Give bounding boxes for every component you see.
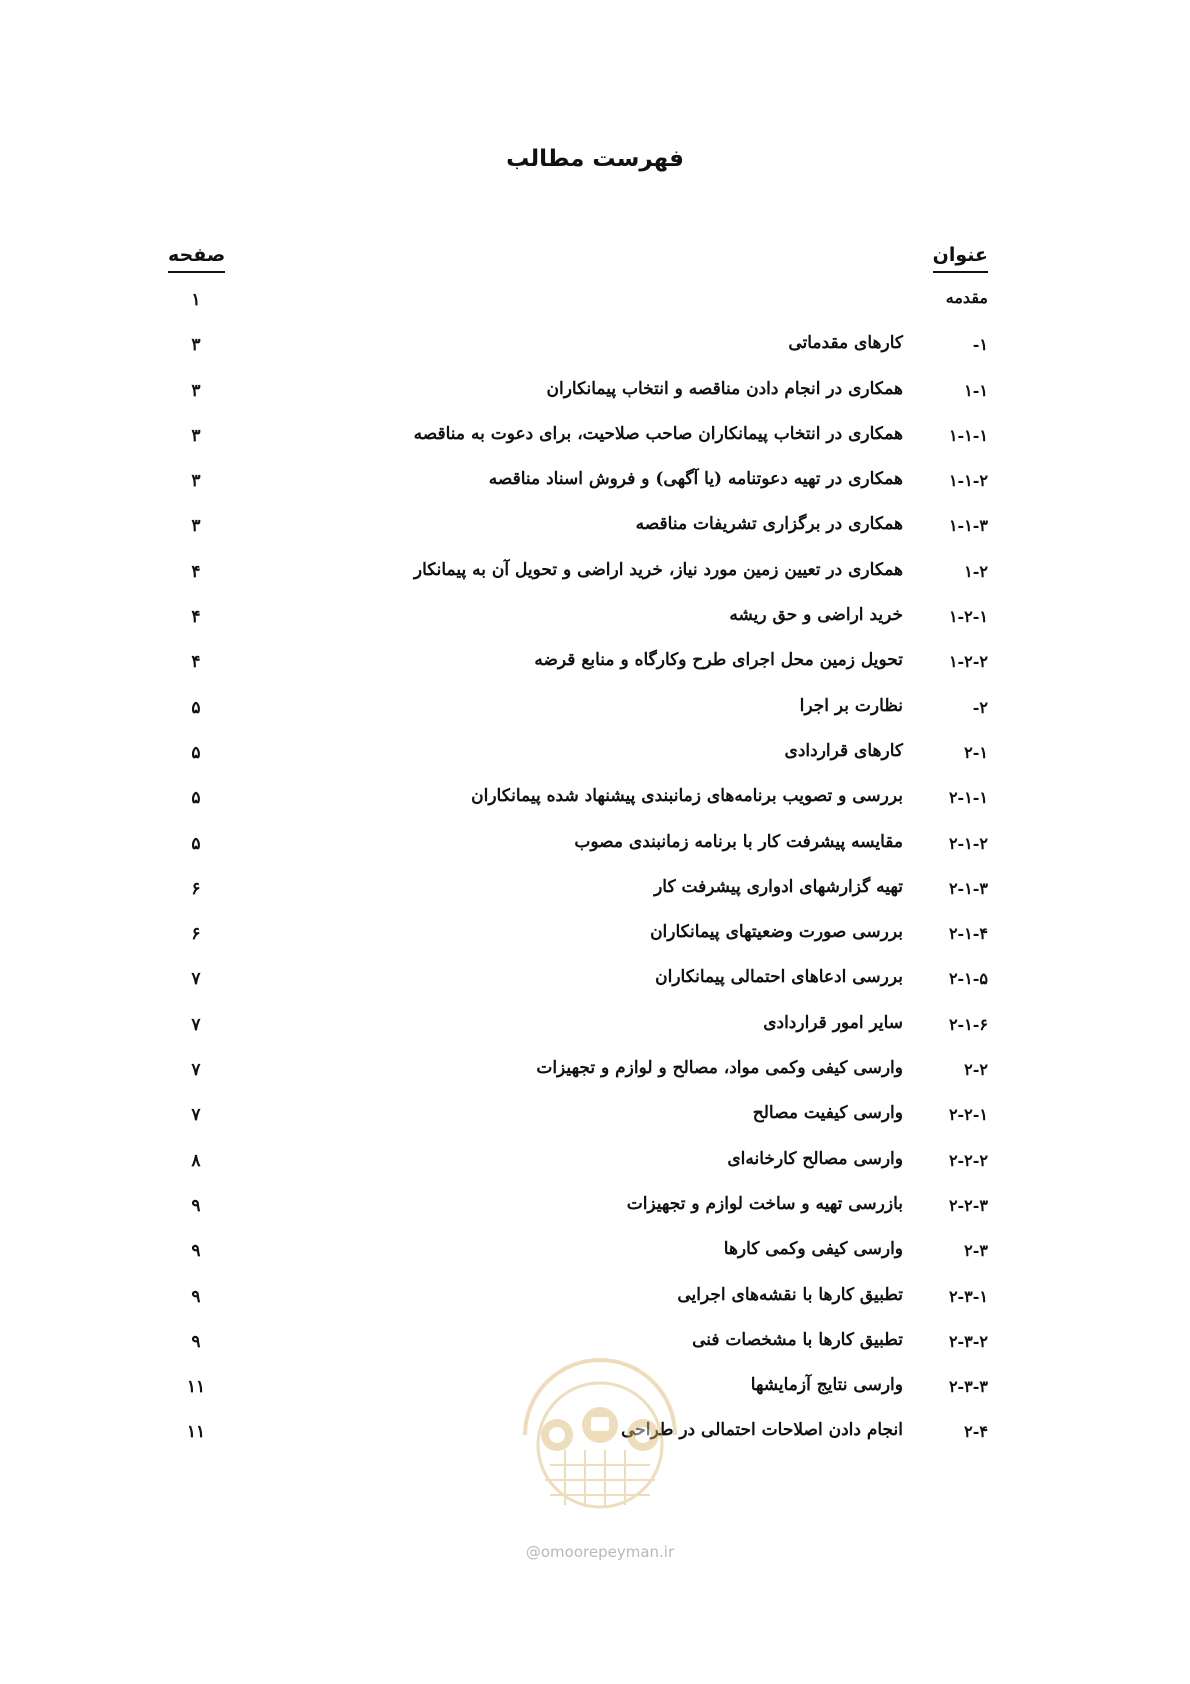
toc-entry xyxy=(0,418,1190,463)
toc-entry-title: همکاری در انتخاب پیمانکاران صاحب صلاحیت، برای دعوت به مناقصه xyxy=(413,423,903,444)
toc-entry-page: ۹ xyxy=(191,1241,201,1262)
toc-entry-title: بررسی صورت وضعیتهای پیمانکاران xyxy=(650,922,903,943)
toc-entry-title: همکاری در انجام دادن مناقصه و انتخاب پیمانکاران xyxy=(546,378,903,399)
toc-entry-title: نظارت بر اجرا xyxy=(799,695,903,716)
toc-entry-page: ۳ xyxy=(191,471,201,492)
toc-entry xyxy=(0,554,1190,599)
page-column-header: صفحه xyxy=(168,244,225,273)
toc-entry-number: ۲-۱-۳ xyxy=(948,878,988,898)
toc-entry-page: ۱ xyxy=(191,290,201,310)
toc-entry-page: ۹ xyxy=(191,1286,201,1307)
toc-entry xyxy=(0,871,1190,916)
toc-entry-number: ۲- xyxy=(972,697,988,717)
toc-entry-title: خرید اراضی و حق ریشه xyxy=(729,605,903,626)
toc-entry-page: ۵ xyxy=(191,788,201,809)
toc-entry-number: ۲-۳-۱ xyxy=(948,1286,988,1306)
toc-entry-number: ۱-۲-۱ xyxy=(948,607,988,627)
toc-entry-title: همکاری در تعیین زمین مورد نیاز، خرید اراضی و تحویل آن به پیمانکار xyxy=(413,559,903,580)
toc-entry-page: ۳ xyxy=(191,335,201,356)
toc-entry xyxy=(0,735,1190,780)
toc-entry-number: ۲-۱-۶ xyxy=(948,1014,988,1034)
toc-entry-number: ۲-۱ xyxy=(964,742,988,762)
toc-entry-number: ۲-۱-۴ xyxy=(948,924,988,944)
page-title: فهرست مطالب xyxy=(506,146,684,172)
toc-entry xyxy=(0,1097,1190,1142)
toc-entry-title: کارهای قراردادی xyxy=(784,740,903,761)
toc-entry-number: ۱-۱-۲ xyxy=(948,471,988,491)
toc-entry-number: ۲-۱-۱ xyxy=(948,788,988,808)
toc-entry-page: ۵ xyxy=(191,833,201,854)
toc-entry xyxy=(0,1052,1190,1097)
toc-entry-number: ۱-۲-۲ xyxy=(948,652,988,672)
toc-entry xyxy=(0,463,1190,508)
toc-entry-title: کارهای مقدماتی xyxy=(788,333,903,354)
toc-entry-number: ۲-۲ xyxy=(964,1060,988,1080)
toc-entry-title: انجام دادن اصلاحات احتمالی در طراحی xyxy=(621,1420,903,1441)
toc-entry-title: تطبیق کارها با مشخصات فنی xyxy=(692,1329,903,1350)
toc-entry-number: ۱-۱-۳ xyxy=(948,516,988,536)
toc-entry xyxy=(0,508,1190,553)
toc-entry-number: ۲-۲-۳ xyxy=(948,1195,988,1215)
toc-entry-page: ۳ xyxy=(191,516,201,537)
watermark-logo xyxy=(495,1315,705,1525)
toc-entry-title: بررسی و تصویب برنامه‌های زمانبندی پیشنهاد شده پیمانکاران xyxy=(471,786,903,807)
toc-entry-number: ۲-۳-۲ xyxy=(948,1331,988,1351)
toc-entry-page: ۳ xyxy=(191,380,201,401)
toc-entry xyxy=(0,282,1190,327)
toc-entry xyxy=(0,327,1190,372)
toc-entry-page: ۷ xyxy=(191,1105,201,1126)
toc-entry-title: وارسی کیفی وکمی کارها xyxy=(723,1239,903,1260)
toc-entry-page: ۹ xyxy=(191,1331,201,1352)
toc-entry-page: ۳ xyxy=(191,425,201,446)
toc-entry-number: ۲-۱-۵ xyxy=(948,969,988,989)
toc-entry-page: ۱۱ xyxy=(186,1422,206,1443)
toc-entry-title: تهیه گزارشهای ادواری پیشرفت کار xyxy=(654,876,903,897)
watermark-url: @omoorepeyman.ir xyxy=(525,1543,675,1561)
title-column-header: عنوان xyxy=(933,244,988,273)
toc-entry-title: همکاری در تهیه دعوتنامه (یا آگهی) و فروش اسناد مناقصه xyxy=(488,469,903,490)
toc-entry-title: وارسی کیفی وکمی مواد، مصالح و لوازم و تجهیزات xyxy=(536,1058,903,1079)
toc-entry-title: بازرسی تهیه و ساخت لوازم و تجهیزات xyxy=(626,1193,903,1214)
toc-entry-title: سایر امور قراردادی xyxy=(763,1012,903,1033)
toc-entry-page: ۴ xyxy=(191,607,201,628)
toc-entry xyxy=(0,916,1190,961)
toc-entry xyxy=(0,961,1190,1006)
table-of-contents xyxy=(0,282,1190,1460)
toc-entry-page: ۹ xyxy=(191,1195,201,1216)
toc-entry xyxy=(0,1233,1190,1278)
toc-entry-number: ۱-۲ xyxy=(964,561,988,581)
toc-entry-title: مقدمه xyxy=(945,288,988,307)
toc-entry-page: ۷ xyxy=(191,1014,201,1035)
toc-entry-page: ۷ xyxy=(191,969,201,990)
toc-entry xyxy=(0,826,1190,871)
toc-entry xyxy=(0,1188,1190,1233)
toc-entry-page: ۱۱ xyxy=(186,1377,206,1398)
toc-entry-title: تطبیق کارها با نقشه‌های اجرایی xyxy=(677,1284,903,1305)
toc-entry-title: وارسی مصالح کارخانه‌ای xyxy=(727,1148,903,1169)
toc-entry-title: وارسی نتایج آزمایشها xyxy=(750,1375,903,1396)
toc-entry-page: ۴ xyxy=(191,652,201,673)
toc-entry-page: ۵ xyxy=(191,742,201,763)
toc-entry-page: ۴ xyxy=(191,561,201,582)
toc-entry-title: مقایسه پیشرفت کار با برنامه زمانبندی مصوب xyxy=(574,831,903,852)
toc-entry-number: ۲-۲-۲ xyxy=(948,1150,988,1170)
toc-entry xyxy=(0,690,1190,735)
toc-entry xyxy=(0,599,1190,644)
toc-entry-title: همکاری در برگزاری تشریفات مناقصه xyxy=(635,514,903,535)
toc-entry-page: ۶ xyxy=(191,924,201,945)
toc-entry-title: وارسی کیفیت مصالح xyxy=(752,1103,903,1124)
toc-entry-number: ۲-۳ xyxy=(964,1241,988,1261)
toc-entry-number: ۲-۴ xyxy=(964,1422,988,1442)
toc-entry-number: ۲-۱-۲ xyxy=(948,833,988,853)
toc-entry xyxy=(0,373,1190,418)
toc-entry xyxy=(0,644,1190,689)
toc-entry-number: ۲-۲-۱ xyxy=(948,1105,988,1125)
toc-entry-page: ۶ xyxy=(191,878,201,899)
toc-entry-page: ۵ xyxy=(191,697,201,718)
toc-entry-number: ۱-۱ xyxy=(964,380,988,400)
toc-entry xyxy=(0,1007,1190,1052)
toc-entry-number: ۱-۱-۱ xyxy=(948,425,988,445)
toc-entry-page: ۸ xyxy=(191,1150,201,1171)
toc-entry-number: ۲-۳-۳ xyxy=(948,1377,988,1397)
toc-entry-title: بررسی ادعاهای احتمالی پیمانکاران xyxy=(655,967,903,988)
toc-entry-page: ۷ xyxy=(191,1060,201,1081)
toc-entry-title: تحویل زمین محل اجرای طرح وکارگاه و منابع قرضه xyxy=(534,650,903,671)
toc-entry xyxy=(0,780,1190,825)
toc-entry xyxy=(0,1143,1190,1188)
toc-entry-number: ۱- xyxy=(972,335,988,355)
